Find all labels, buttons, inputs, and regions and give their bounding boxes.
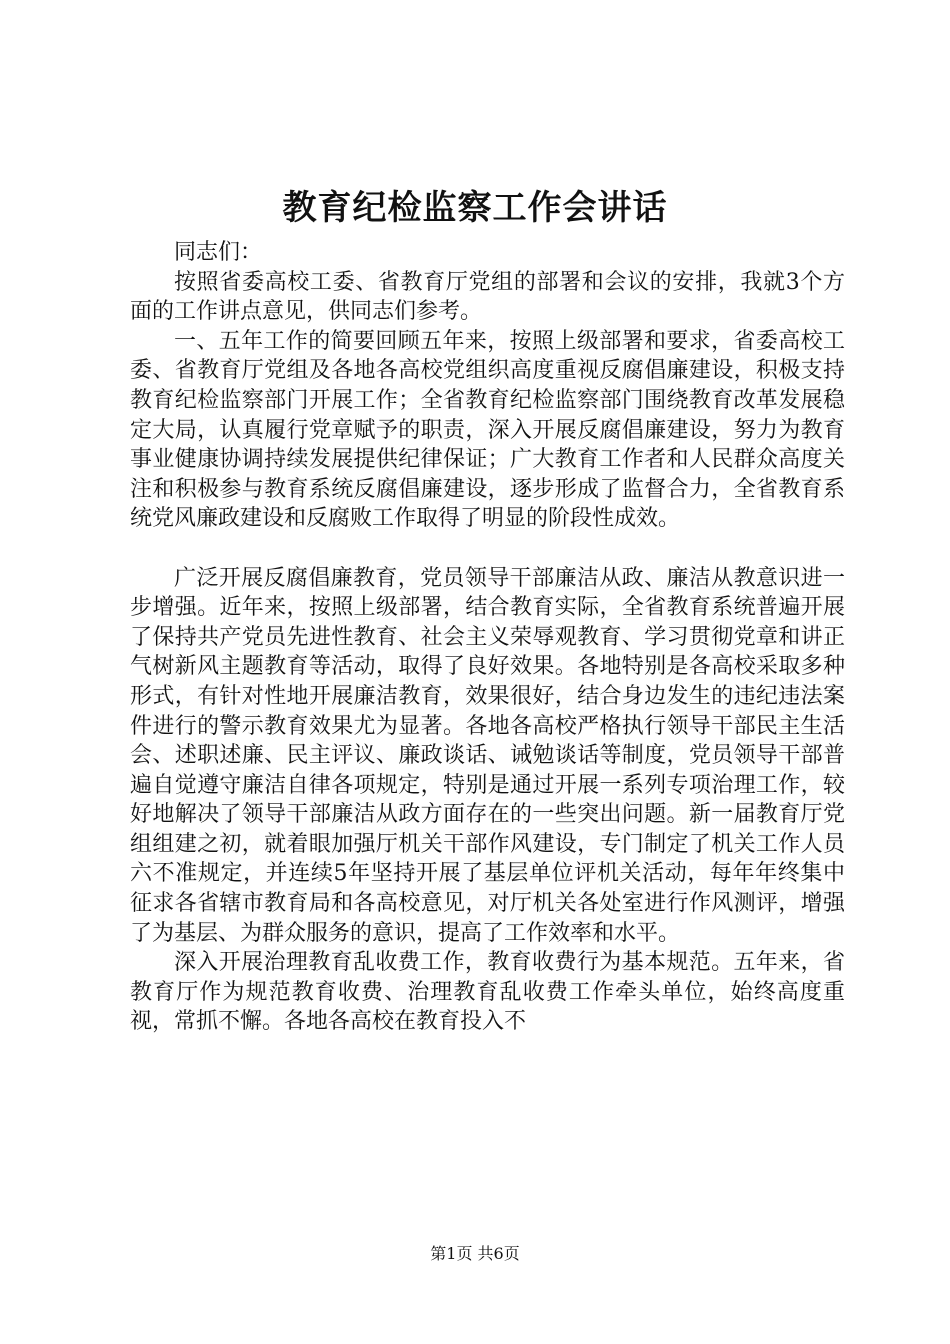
- review-paragraph: 一、五年工作的简要回顾五年来，按照上级部署和要求，省委高校工委、省教育厅党组及各地各高校党组织高度重视反腐倡廉建设，积极支持教育纪检监察部门开展工作；全省教育纪检监察部门围绕教育改革发展稳定大局，认真履行党章赋予的职责，深入开展反腐倡廉建设，努力为教育事业健康协调持续发展提供纪律保证；广大教育工作者和人民群众高度关注和积极参与教育系统反腐倡廉建设，逐步形成了监督合力，全省教育系统党风廉政建设和反腐败工作取得了明显的阶段性成效。: [130, 328, 845, 532]
- document-title: 教育纪检监察工作会讲话: [282, 188, 668, 228]
- education-paragraph: 广泛开展反腐倡廉教育，党员领导干部廉洁从政、廉洁从教意识进一步增强。近年来，按照上级部署，结合教育实际，全省教育系统普遍开展了保持共产党员先进性教育、社会主义荣辱观教育、学习贯彻党章和讲正气树新风主题教育等活动，取得了良好效果。各地特别是各高校采取多种形式，有针对性地开展廉洁教育，效果很好，结合身边发生的违纪违法案件进行的警示教育效果尤为显著。各地各高校严格执行领导干部民主生活会、述职述廉、民主评议、廉政谈话、诫勉谈话等制度，党员领导干部普遍自觉遵守廉洁自律各项规定，特别是通过开展一系列专项治理工作，较好地解决了领导干部廉洁从政方面存在的一些突出问题。新一届教育厅党组组建之初，就着眼加强厅机关干部作风建设，专门制定了机关工作人员六不准规定，并连续5年坚持开展了基层单位评机关活动，每年年终集中征求各省辖市教育局和各高校意见，对厅机关各处室进行作风测评，增强了为基层、为群众服务的意识，提高了工作效率和水平。: [130, 565, 845, 946]
- page-footer: 第1页 共6页: [430, 1244, 520, 1263]
- salutation-paragraph: 同志们：: [174, 240, 263, 265]
- document-body: [130, 238, 845, 1037]
- fees-paragraph: 深入开展治理教育乱收费工作，教育收费行为基本规范。五年来，省教育厅作为规范教育收费、治理教育乱收费工作牵头单位，始终高度重视，常抓不懈。各地各高校在教育投入不: [130, 950, 845, 1035]
- intro-paragraph: 按照省委高校工委、省教育厅党组的部署和会议的安排，我就3个方面的工作讲点意见，供同志们参考。: [130, 269, 845, 325]
